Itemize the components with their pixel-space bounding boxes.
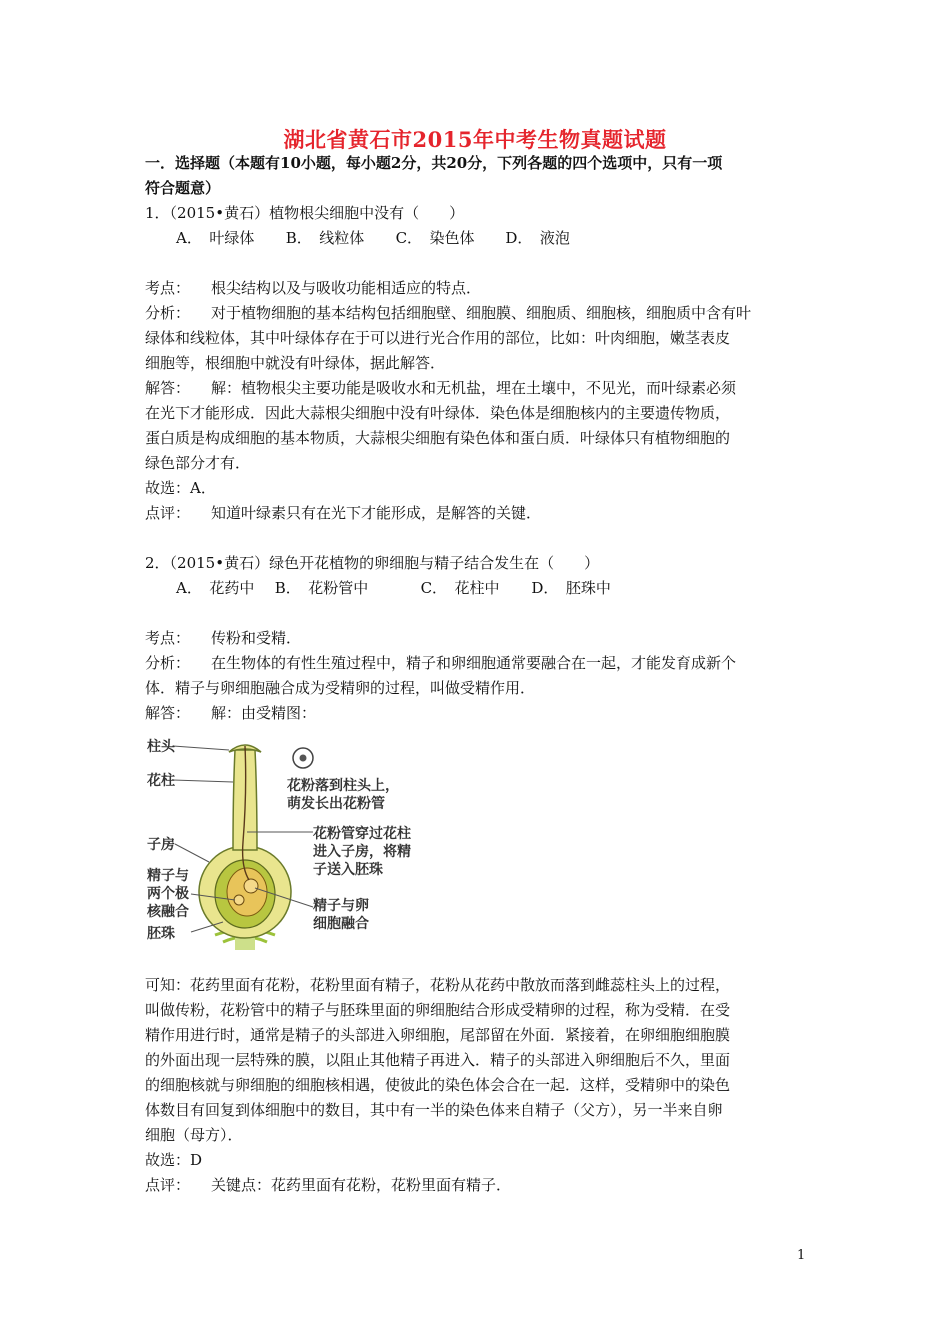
section-heading-line2: 符合题意） — [145, 179, 221, 197]
q2-option-c: C． 花柱中 — [420, 579, 500, 597]
q1-kaodian — [145, 278, 481, 298]
q1-kaodian-label: 考点： — [145, 279, 191, 297]
q1-kaodian-text: 根尖结构以及与吸收功能相适应的特点． — [211, 279, 482, 297]
section-heading-line1: 一．选择题（本题有10小题，每小题2分，共20分，下列各题的四个选项中，只有一项 — [145, 154, 723, 172]
q1-dianping-text: 知道叶绿素只有在光下才能形成，是解答的关键． — [211, 504, 542, 522]
label-ovary: 子房 — [147, 837, 175, 853]
label-tube-enter-2: 进入子房，将精 — [313, 844, 411, 860]
q2-answer: 故选：D — [145, 1151, 203, 1169]
label-ovule: 胚珠 — [147, 926, 175, 942]
q2-conclusion-6: 体数目有回复到体细胞中的数目，其中有一半的染色体来自精子（父方），另一半来自卵 — [145, 1101, 723, 1119]
q2-kaodian-label: 考点： — [145, 629, 191, 647]
q1-fenxi — [145, 303, 751, 323]
label-sperm-polar-2: 两个极 — [147, 886, 189, 902]
polar-nuclei — [234, 895, 244, 905]
label-sperm-egg-2: 细胞融合 — [313, 916, 369, 932]
label-sperm-egg-1: 精子与卵 — [313, 898, 369, 914]
q2-conclusion-5: 的细胞核就与卵细胞的细胞核相遇，使彼此的染色体会合在一起．这样，受精卵中的染色 — [145, 1076, 731, 1094]
q2-option-a: A． 花药中 — [176, 579, 255, 597]
q1-fenxi-label: 分析： — [145, 304, 191, 322]
flower-stalk — [235, 937, 255, 950]
label-style: 花柱 — [147, 773, 175, 789]
q2-stem: 2．（2015•黄石）绿色开花植物的卵细胞与精子结合发生在（ ） — [145, 554, 600, 572]
q2-fenxi — [145, 653, 736, 673]
q1-option-d: D． 液泡 — [505, 229, 570, 247]
label-pollen-land-2: 萌发长出花粉管 — [287, 796, 385, 812]
q2-kaodian — [145, 628, 301, 648]
q1-option-a: A． 叶绿体 — [176, 229, 255, 247]
q1-fenxi-text3: 细胞等，根细胞中就没有叶绿体，据此解答． — [145, 354, 446, 372]
label-sperm-polar-3: 核融合 — [147, 904, 189, 920]
q1-fenxi-text1: 对于植物细胞的基本结构包括细胞壁、细胞膜、细胞质、细胞核，细胞质中含有叶 — [211, 304, 752, 322]
page-number: 1 — [797, 1248, 806, 1263]
q2-jieda — [145, 703, 316, 723]
leader-line — [175, 844, 209, 862]
q1-options — [176, 228, 570, 248]
q2-conclusion-3: 精作用进行时，通常是精子的头部进入卵细胞，尾部留在外面．紧接着，在卵细胞细胞膜 — [145, 1026, 731, 1044]
q2-jieda-label: 解答： — [145, 704, 191, 722]
q2-dianping-label: 点评： — [145, 1176, 191, 1194]
leader-line — [173, 780, 233, 782]
pollen-nucleus — [300, 755, 307, 762]
q2-fenxi-text2: 体．精子与卵细胞融合成为受精卵的过程，叫做受精作用． — [145, 679, 536, 697]
q1-dianping — [145, 503, 541, 523]
q2-fenxi-label: 分析： — [145, 654, 191, 672]
q1-dianping-label: 点评： — [145, 504, 191, 522]
q1-stem: 1．（2015•黄石）植物根尖细胞中没有（ ） — [145, 204, 465, 222]
label-tube-enter-3: 子送入胚珠 — [313, 862, 383, 878]
q1-jieda-label: 解答： — [145, 379, 191, 397]
q1-jieda — [145, 378, 736, 398]
egg-cell — [244, 879, 258, 893]
q2-conclusion-2: 叫做传粉，花粉管中的精子与胚珠里面的卵细胞结合形成受精卵的过程，称为受精．在受 — [145, 1001, 731, 1019]
q2-conclusion-4: 的外面出现一层特殊的膜，以阻止其他精子再进入．精子的头部进入卵细胞后不久，里面 — [145, 1051, 731, 1069]
q1-option-c: C． 染色体 — [395, 229, 475, 247]
q2-conclusion-7: 细胞（母方）． — [145, 1126, 243, 1144]
q1-jieda-text4: 绿色部分才有． — [145, 454, 251, 472]
leader-line — [173, 746, 229, 750]
q2-dianping-text: 关键点：花药里面有花粉，花粉里面有精子． — [211, 1176, 512, 1194]
label-tube-enter-1: 花粉管穿过花柱 — [313, 826, 411, 842]
q2-conclusion-1: 可知：花药里面有花粉，花粉里面有精子，花粉从花药中散放而落到雌蕊柱头上的过程， — [145, 976, 731, 994]
q2-jieda-text1: 解：由受精图： — [211, 704, 317, 722]
q2-options — [176, 578, 611, 598]
label-pollen-land-1: 花粉落到柱头上， — [287, 778, 399, 794]
q2-dianping — [145, 1175, 511, 1195]
label-stigma: 柱头 — [147, 739, 175, 755]
q1-jieda-text2: 在光下才能形成．因此大蒜根尖细胞中没有叶绿体．染色体是细胞核内的主要遗传物质， — [145, 404, 731, 422]
q2-option-b: B． 花粉管中 — [274, 579, 369, 597]
q2-kaodian-text: 传粉和受精． — [211, 629, 302, 647]
fertilization-diagram — [145, 732, 415, 950]
q1-fenxi-text2: 绿体和线粒体，其中叶绿体存在于可以进行光合作用的部位，比如：叶肉细胞，嫩茎表皮 — [145, 329, 731, 347]
q2-fenxi-text1: 在生物体的有性生殖过程中，精子和卵细胞通常要融合在一起，才能发育成新个 — [211, 654, 737, 672]
q1-jieda-text3: 蛋白质是构成细胞的基本物质，大蒜根尖细胞有染色体和蛋白质．叶绿体只有植物细胞的 — [145, 429, 731, 447]
page-title: 湖北省黄石市2015年中考生物真题试题 — [283, 127, 667, 152]
label-sperm-polar-1: 精子与 — [147, 868, 189, 884]
q1-answer: 故选：A． — [145, 479, 216, 497]
q1-option-b: B． 线粒体 — [285, 229, 365, 247]
q2-option-d: D． 胚珠中 — [531, 579, 611, 597]
q1-jieda-text1: 解：植物根尖主要功能是吸收水和无机盐，埋在土壤中，不见光，而叶绿素必须 — [211, 379, 737, 397]
